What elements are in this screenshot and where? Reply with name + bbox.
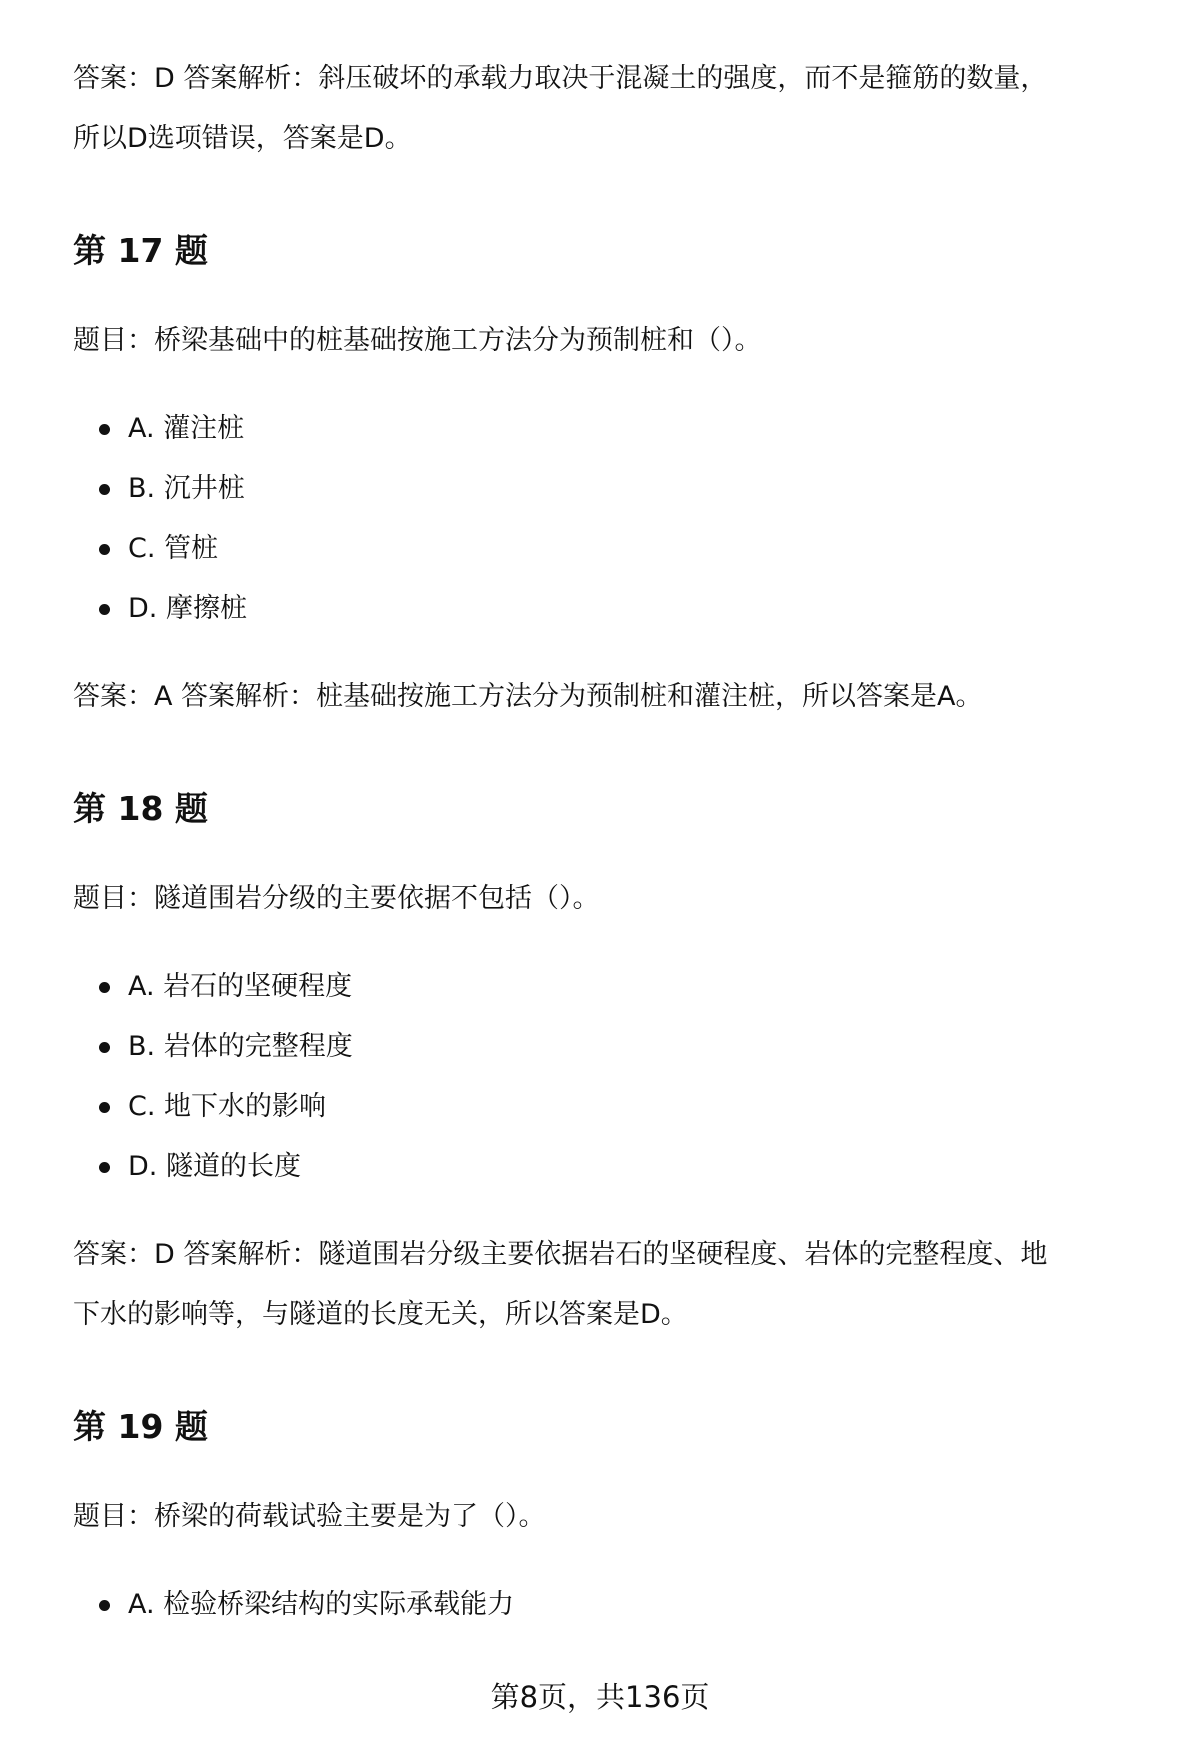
- option-item: [73, 1077, 1153, 1137]
- option-label: B. 沉井桩: [128, 473, 245, 504]
- bullet-icon: [99, 544, 110, 555]
- question-heading: 第 17 题: [73, 231, 208, 270]
- answer-text: 所以D选项错误，答案是D。: [73, 123, 412, 154]
- option-label: A. 检验桥梁结构的实际承载能力: [128, 1589, 515, 1620]
- page-content: [73, 62, 1153, 1635]
- bullet-icon: [99, 1600, 110, 1611]
- option-list: [73, 399, 1153, 639]
- answer-text: 答案：D 答案解析：斜压破坏的承载力取决于混凝土的强度，而不是箍筋的数量，: [73, 63, 1048, 94]
- bullet-icon: [99, 982, 110, 993]
- option-label: D. 隧道的长度: [128, 1151, 301, 1182]
- option-label: B. 岩体的完整程度: [128, 1031, 353, 1062]
- bullet-icon: [99, 1042, 110, 1053]
- question-heading: 第 18 题: [73, 789, 208, 828]
- option-item: [73, 1575, 1153, 1635]
- option-label: C. 管桩: [128, 533, 219, 564]
- option-list: [73, 957, 1153, 1197]
- bullet-icon: [99, 424, 110, 435]
- question-text: 题目：桥梁的荷载试验主要是为了（）。: [73, 1501, 546, 1532]
- bullet-icon: [99, 604, 110, 615]
- option-label: A. 岩石的坚硬程度: [128, 971, 353, 1002]
- option-item: [73, 1137, 1153, 1197]
- page-number-footer: 第8页，共136页: [490, 1680, 710, 1714]
- bullet-icon: [99, 1162, 110, 1173]
- option-item: [73, 957, 1153, 1017]
- option-item: [73, 459, 1153, 519]
- option-label: C. 地下水的影响: [128, 1091, 327, 1122]
- bullet-icon: [99, 484, 110, 495]
- option-item: [73, 1017, 1153, 1077]
- option-label: D. 摩擦桩: [128, 593, 247, 624]
- option-item: [73, 519, 1153, 579]
- question-heading: 第 19 题: [73, 1407, 208, 1446]
- option-label: A. 灌注桩: [128, 413, 245, 444]
- option-list: [73, 1575, 1153, 1635]
- option-item: [73, 579, 1153, 639]
- question-text: 题目：桥梁基础中的桩基础按施工方法分为预制桩和（）。: [73, 325, 762, 356]
- answer-text: 答案：D 答案解析：隧道围岩分级主要依据岩石的坚硬程度、岩体的完整程度、地: [73, 1239, 1048, 1270]
- option-item: [73, 399, 1153, 459]
- answer-text: 答案：A 答案解析：桩基础按施工方法分为预制桩和灌注桩，所以答案是A。: [73, 681, 983, 712]
- question-text: 题目：隧道围岩分级的主要依据不包括（）。: [73, 883, 600, 914]
- answer-text: 下水的影响等，与隧道的长度无关，所以答案是D。: [73, 1299, 688, 1330]
- bullet-icon: [99, 1102, 110, 1113]
